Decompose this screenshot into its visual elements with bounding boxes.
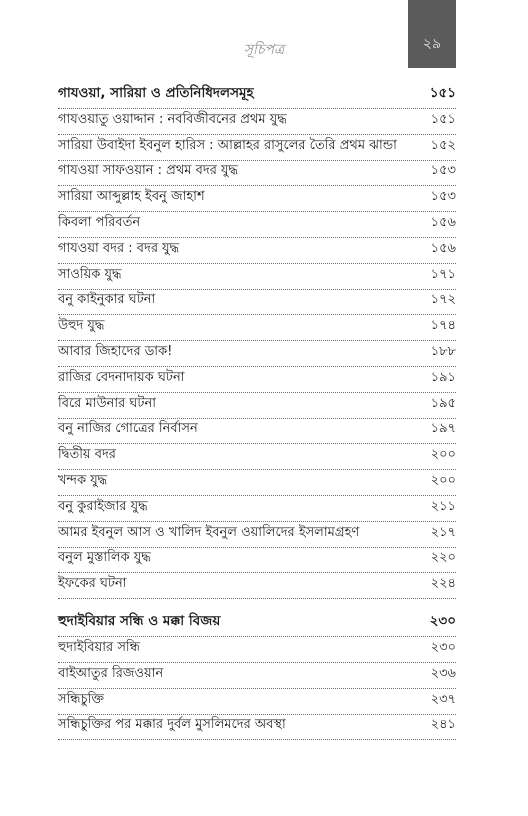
entry-label: রাজির বেদনাদায়ক ঘটনা: [58, 369, 185, 385]
toc-entry[interactable]: [58, 186, 456, 212]
entry-label: কিবলা পরিবর্তন: [58, 214, 141, 230]
entry-label: বনু কাইনুকার ঘটনা: [58, 292, 156, 308]
toc-entry[interactable]: [58, 238, 456, 264]
toc-entry[interactable]: [58, 135, 456, 161]
section-title: গাযওয়া, সারিয়া ও প্রতিনিধিদলসমূহ: [58, 85, 254, 101]
section-page: ২৩০: [429, 613, 456, 630]
entry-label: আবার জিহাদের ডাক!: [58, 343, 173, 359]
page-number: ২৯: [422, 36, 442, 52]
toc-entry[interactable]: [58, 367, 456, 393]
running-header-title: সূচিপত্র: [243, 42, 285, 58]
entry-label: গাযওয়াতু ওয়াদ্দান : নববিজীবনের প্রথম যুদ্ধ: [58, 111, 287, 127]
entry-label: সাওয়িক যুদ্ধ: [58, 266, 122, 282]
toc-entry[interactable]: [58, 444, 456, 470]
toc-entry[interactable]: [58, 264, 456, 290]
toc-entry[interactable]: [58, 290, 456, 316]
entry-label: গাযওয়া বদর : বদর যুদ্ধ: [58, 240, 180, 256]
toc-entry[interactable]: [58, 689, 456, 715]
toc-entry[interactable]: [58, 393, 456, 419]
toc-entry[interactable]: [58, 470, 456, 496]
entry-label: সারিয়া উবাইদা ইবনুল হারিস : আল্লাহর রাসুলের তৈরি প্রথম ঝান্ডা: [58, 137, 397, 153]
toc-entry[interactable]: [58, 161, 456, 187]
entry-page: ১৫১: [430, 111, 456, 127]
entry-page: ২৩৭: [430, 691, 456, 707]
entry-label: বাইআতুর রিজওয়ান: [58, 665, 164, 681]
page-number-tab: [408, 0, 456, 68]
toc-entry[interactable]: [58, 637, 456, 663]
toc-entry[interactable]: [58, 496, 456, 522]
entry-page: ১৫৩: [430, 189, 456, 205]
entry-label: ইফকের ঘটনা: [58, 576, 127, 592]
entry-page: ২১১: [430, 498, 456, 514]
entry-page: ১৭১: [430, 266, 456, 282]
entry-page: ১৫৬: [430, 240, 456, 256]
entry-page: ১৯৫: [430, 395, 456, 411]
entry-label: বিরে মাউনার ঘটনা: [58, 395, 157, 411]
toc-entry[interactable]: [58, 341, 456, 367]
toc-entry[interactable]: [58, 212, 456, 238]
toc-entry[interactable]: [58, 522, 456, 548]
entry-page: ১৮৮: [430, 343, 456, 359]
toc-section-heading[interactable]: [58, 82, 456, 109]
entry-page: ১৯৭: [430, 421, 456, 437]
toc-entry[interactable]: [58, 663, 456, 689]
entry-page: ২০০: [430, 472, 456, 488]
entry-label: দ্বিতীয় বদর: [58, 447, 116, 463]
table-of-contents: [58, 82, 456, 740]
entry-label: সারিয়া আব্দুল্লাহ ইবনু জাহাশ: [58, 189, 205, 205]
section-spacer: [58, 599, 456, 610]
entry-page: ১৫৩: [430, 163, 456, 179]
entry-page: ১৯১: [430, 369, 456, 385]
toc-entry[interactable]: [58, 109, 456, 135]
entry-label: সন্ধিচুক্তি: [58, 691, 104, 707]
entry-page: ১৭৪: [430, 318, 456, 334]
entry-page: ১৫২: [430, 137, 456, 153]
entry-label: গাযওয়া সাফওয়ান : প্রথম বদর যুদ্ধ: [58, 163, 239, 179]
entry-page: ২২৪: [430, 576, 456, 592]
entry-label: উহুদ যুদ্ধ: [58, 318, 105, 334]
toc-entry[interactable]: [58, 715, 456, 741]
entry-page: ১৫৬: [430, 214, 456, 230]
section-title: হুদাইবিয়ার সন্ধি ও মক্কা বিজয়: [58, 613, 221, 630]
entry-label: হুদাইবিয়ার সন্ধি: [58, 639, 140, 655]
section-page: ১৫১: [429, 85, 456, 101]
toc-entry[interactable]: [58, 315, 456, 341]
entry-label: বনু কুরাইজার যুদ্ধ: [58, 498, 148, 514]
entry-label: বনুল মুস্তালিক যুদ্ধ: [58, 550, 151, 566]
toc-section-heading[interactable]: [58, 610, 456, 637]
toc-entry[interactable]: [58, 573, 456, 599]
entry-label: বনু নাজির গোত্রের নির্বাসন: [58, 421, 198, 437]
entry-label: সন্ধিচুক্তির পর মক্কার দুর্বল মুসলিমদের অবস্থা: [58, 717, 286, 733]
entry-page: ২৪১: [430, 717, 456, 733]
toc-entry[interactable]: [58, 419, 456, 445]
entry-label: খন্দক যুদ্ধ: [58, 472, 108, 488]
entry-page: ২২০: [430, 550, 456, 566]
entry-label: আমর ইবনুল আস ও খালিদ ইবনুল ওয়ালিদের ইসলামগ্রহণ: [58, 524, 360, 540]
entry-page: ২৩০: [430, 639, 456, 655]
entry-page: ২১৭: [430, 524, 456, 540]
entry-page: ২৩৬: [430, 665, 456, 681]
toc-entry[interactable]: [58, 548, 456, 574]
entry-page: ২০০: [430, 447, 456, 463]
entry-page: ১৭২: [430, 292, 456, 308]
